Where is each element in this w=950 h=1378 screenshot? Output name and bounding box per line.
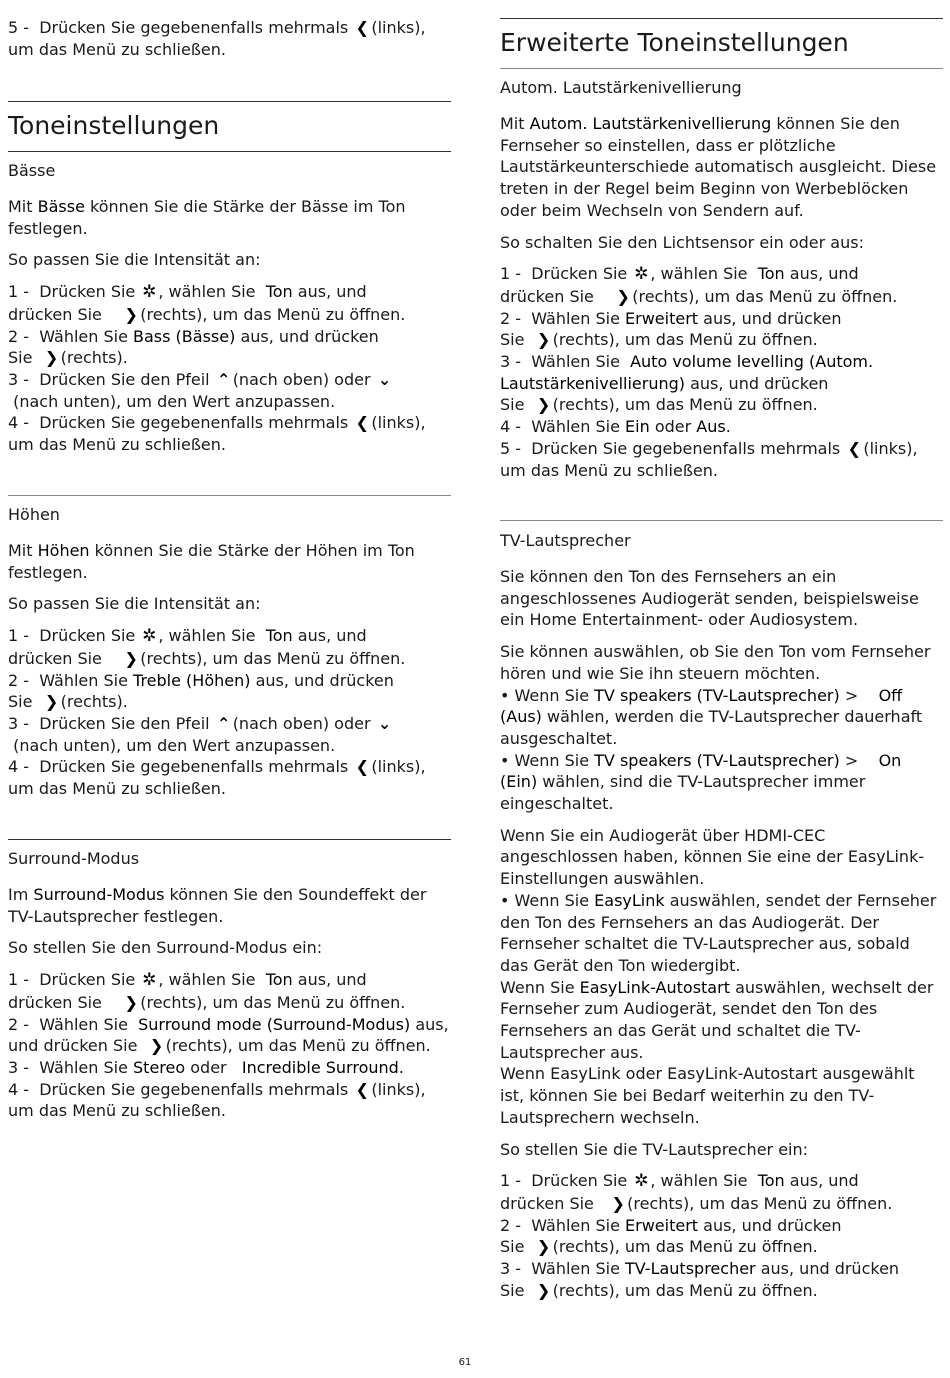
step-2: 2 - Wählen Sie Surround mode (Surround-Modus) aus, und drücken Sie ❯ (rechts), um das Menü zu öffnen. — [8, 1014, 449, 1056]
step-3: 3 - Wählen Sie Auto volume levelling (Autom. Lautstärkenivellierung) aus, und drücken Sie ❯ (rechts), um das Menü zu öffnen. — [500, 352, 874, 415]
chevron-left-icon: ❮ — [355, 413, 370, 433]
subsection-heading: Höhen — [8, 505, 60, 524]
instruction-lead: So schalten Sie den Lichtsensor ein oder aus: — [500, 232, 864, 252]
avl-section — [500, 77, 943, 481]
chevron-right-icon: ❯ — [536, 330, 551, 350]
step-3: 3 - Wählen Sie TV-Lautsprecher aus, und drücken Sie ❯ (rechts), um das Menü zu öffnen. — [500, 1259, 900, 1300]
step-4: 4 - Drücken Sie gegebenenfalls mehrmals ❮ (links), um das Menü zu schließen. — [8, 757, 426, 799]
section-title: Toneinstellungen — [8, 111, 220, 140]
chevron-down-icon: ⌄ — [377, 713, 392, 733]
subsection-heading: TV-Lautsprecher — [500, 531, 631, 550]
intro-paragraph: Mit Bässe können Sie die Stärke der Bässe im Ton festlegen. — [8, 197, 406, 238]
step-2: 2 - Wählen Sie Treble (Höhen) aus, und drücken Sie ❯ (rechts). — [8, 670, 394, 712]
continued-step-5: 5 - Drücken Sie gegebenenfalls mehrmals ❮ (links), um das Menü zu schließen. — [8, 18, 426, 59]
chevron-left-icon: ❮ — [355, 757, 370, 777]
step-2: 2 - Wählen Sie Erweitert aus, und drücken Sie ❯ (rechts), um das Menü zu öffnen. — [500, 308, 842, 350]
subsection-heading: Bässe — [8, 161, 56, 180]
gear-icon: ✲ — [634, 264, 649, 285]
intro-paragraph: Mit Höhen können Sie die Stärke der Höhen im Ton festlegen. — [8, 541, 415, 582]
paragraph: Sie können den Ton des Fernsehers an ein angeschlossenes Audiogerät senden, beispielsweise ein Home Entertainment- oder Audiosystem. — [500, 567, 919, 630]
gear-icon: ✲ — [634, 1171, 649, 1192]
chevron-right-icon: ❯ — [124, 648, 138, 668]
step-4: 4 - Drücken Sie gegebenenfalls mehrmals ❮ (links), um das Menü zu schließen. — [8, 1079, 426, 1121]
chevron-right-icon: ❯ — [44, 692, 59, 712]
step-3: 3 - Drücken Sie den Pfeil ⌃ (nach oben) oder ⌄ (nach unten), um den Wert anzupassen. — [8, 369, 451, 412]
step-1: 1 - Drücken Sie ✲ , wählen Sie Ton aus, und drücken Sie ❯ (rechts), um das Menü zu öffnen. — [8, 970, 406, 1012]
subsection-heading: Surround-Modus — [8, 849, 140, 868]
surround-section — [8, 839, 451, 1122]
bullet-easylink-autostart: Wenn Sie EasyLink-Autostart auswählen, wechselt der Fernseher zum Audiogerät, sendet den Ton des Fernsehers an das Gerät und schaltet die TV-Lautsprecher aus. — [500, 977, 934, 1062]
chevron-left-icon: ❮ — [847, 438, 862, 458]
instruction-lead: So passen Sie die Intensität an: — [8, 594, 261, 614]
instruction-lead: So stellen Sie die TV-Lautsprecher ein: — [500, 1139, 809, 1159]
step-1: 1 - Drücken Sie ✲ , wählen Sie Ton aus, und drücken Sie ❯ (rechts), um das Menü zu öffnen. — [8, 282, 406, 324]
paragraph: Sie können auswählen, ob Sie den Ton vom Fernseher hören und wie Sie ihn steuern möchten. — [500, 642, 931, 683]
step-5: 5 - Drücken Sie gegebenenfalls mehrmals ❮ (links), um das Menü zu schließen. — [500, 438, 918, 480]
gear-icon: ✲ — [142, 970, 157, 991]
chevron-up-icon: ⌃ — [216, 369, 231, 389]
title-underline — [500, 68, 943, 69]
chevron-left-icon: ❮ — [355, 18, 370, 37]
step-3: 3 - Drücken Sie den Pfeil ⌃ (nach oben) oder ⌄ (nach unten), um den Wert anzupassen. — [8, 713, 451, 756]
step-3: 3 - Wählen Sie Stereo oder Incredible Surround. — [8, 1057, 404, 1077]
gear-icon: ✲ — [142, 626, 157, 647]
chevron-right-icon: ❯ — [44, 348, 59, 368]
section-rule — [8, 101, 451, 152]
step-1: 1 - Drücken Sie ✲ , wählen Sie Ton aus, und drücken Sie ❯ (rechts), um das Menü zu öffnen. — [500, 1171, 893, 1213]
chevron-right-icon: ❯ — [149, 1036, 164, 1056]
step-2: 2 - Wählen Sie Erweitert aus, und drücken Sie ❯ (rechts), um das Menü zu öffnen. — [500, 1215, 842, 1257]
step-2: 2 - Wählen Sie Bass (Bässe) aus, und drücken Sie ❯ (rechts). — [8, 326, 379, 368]
treble-section — [8, 495, 451, 800]
section-rule — [500, 18, 943, 69]
bass-section — [8, 160, 451, 456]
intro-paragraph: Mit Autom. Lautstärkenivellierung können Sie den Fernseher so einstellen, dass er plötzliche Lautstärkeunterschiede automatisch ausgleicht. Diese treten in der Regel beim Beginn von Werbeblöcken oder beim Wechseln von Sendern auf. — [500, 114, 937, 220]
chevron-right-icon: ❯ — [611, 1193, 625, 1213]
instruction-lead: So passen Sie die Intensität an: — [8, 250, 261, 270]
tv-speakers-section — [500, 520, 943, 1302]
chevron-right-icon: ❯ — [536, 1237, 551, 1257]
chevron-right-icon: ❯ — [536, 1280, 551, 1300]
chevron-right-icon: ❯ — [536, 395, 551, 415]
bullet-off: • Wenn Sie TV speakers (TV-Lautsprecher) > Off (Aus) wählen, werden die TV-Lautsprecher dauerhaft ausgeschaltet. — [500, 685, 923, 748]
chevron-right-icon: ❯ — [124, 304, 138, 324]
step-4: 4 - Drücken Sie gegebenenfalls mehrmals ❮ (links), um das Menü zu schließen. — [8, 413, 426, 455]
bullet-easylink: • Wenn Sie EasyLink auswählen, sendet der Fernseher den Ton des Fernsehers an das Audiogerät. Der Fernseher schaltet die TV-Lautsprecher aus, sobald das Gerät den Ton wiedergibt. — [500, 890, 937, 975]
intro-paragraph: Im Surround-Modus können Sie den Soundeffekt der TV-Lautsprecher festlegen. — [8, 885, 427, 926]
chevron-left-icon: ❮ — [355, 1079, 370, 1099]
step-1: 1 - Drücken Sie ✲ , wählen Sie Ton aus, und drücken Sie ❯ (rechts), um das Menü zu öffnen. — [500, 264, 898, 306]
chevron-up-icon: ⌃ — [216, 713, 231, 733]
chevron-down-icon: ⌄ — [377, 369, 392, 389]
section-title: Erweiterte Toneinstellungen — [500, 28, 849, 57]
chevron-right-icon: ❯ — [616, 286, 630, 306]
paragraph: Wenn EasyLink oder EasyLink-Autostart ausgewählt ist, können Sie bei Bedarf weiterhin zu den TV-Lautsprechern wechseln. — [500, 1064, 915, 1127]
gear-icon: ✲ — [142, 282, 157, 303]
paragraph: Wenn Sie ein Audiogerät über HDMI-CEC angeschlossen haben, können Sie eine der EasyLink-Einstellungen auswählen. — [500, 825, 925, 889]
page-number: 61 — [458, 1357, 472, 1368]
instruction-lead: So stellen Sie den Surround-Modus ein: — [8, 938, 323, 958]
bullet-on: • Wenn Sie TV speakers (TV-Lautsprecher) > On (Ein) wählen, sind die TV-Lautsprecher immer eingeschaltet. — [500, 750, 902, 814]
subsection-heading: Autom. Lautstärkenivellierung — [500, 78, 742, 97]
chevron-right-icon: ❯ — [124, 992, 138, 1012]
step-4: 4 - Wählen Sie Ein oder Aus. — [500, 417, 731, 437]
title-underline — [8, 151, 451, 152]
step-1: 1 - Drücken Sie ✲ , wählen Sie Ton aus, und drücken Sie ❯ (rechts), um das Menü zu öffnen. — [8, 626, 406, 668]
